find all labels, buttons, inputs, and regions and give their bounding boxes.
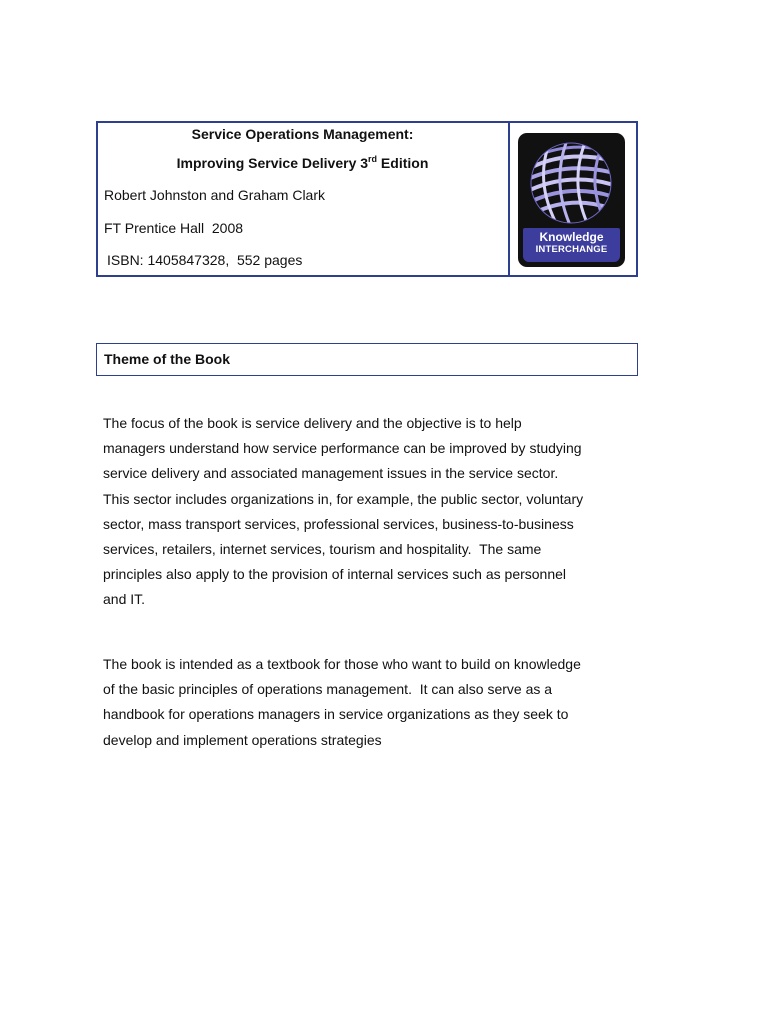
globe-icon — [526, 139, 617, 227]
paragraph-line: This sector includes organizations in, for example, the public sector, voluntary — [103, 490, 584, 507]
paragraph-line: handbook for operations managers in service organizations as they seek to — [103, 706, 569, 723]
theme-heading: Theme of the Book — [104, 351, 231, 367]
paragraph-line: principles also apply to the provision of internal services such as personnel — [103, 566, 567, 583]
paragraph-line: sector, mass transport services, professional services, business-to-business — [103, 515, 574, 532]
paragraph-line: of the basic principles of operations management. It can also serve as a — [103, 681, 553, 698]
paragraph-line: managers understand how service performance can be improved by studying — [103, 440, 582, 457]
paragraph-intended-audience — [103, 652, 643, 753]
book-subtitle-end: Edition — [377, 155, 429, 171]
book-publisher: FT Prentice Hall 2008 — [104, 220, 244, 236]
logo-word-knowledge: Knowledge — [539, 230, 604, 244]
paragraph-focus — [103, 411, 643, 613]
book-authors: Robert Johnston and Graham Clark — [104, 187, 325, 203]
paragraph-line: The focus of the book is service delivery and the objective is to help — [103, 415, 522, 431]
book-isbn: ISBN: 1405847328, 552 pages — [107, 252, 303, 268]
paragraph-line: services, retailers, internet services, tourism and hospitality. The same — [103, 541, 542, 558]
edition-superscript: rd — [368, 154, 378, 164]
paragraph-line: develop and implement operations strategies — [103, 731, 382, 748]
book-subtitle-main: Improving Service Delivery 3 — [176, 155, 369, 171]
book-info-cell — [97, 122, 510, 276]
paragraph-line: service delivery and associated management issues in the service sector. — [103, 465, 559, 482]
book-info-table — [96, 121, 638, 277]
knowledge-interchange-logo — [518, 133, 625, 267]
book-subtitle — [97, 155, 508, 170]
paragraph-line: and IT. — [103, 591, 146, 608]
theme-heading-box — [96, 343, 638, 376]
logo-cell — [510, 122, 637, 276]
paragraph-line: The book is intended as a textbook for those who want to build on knowledge — [103, 656, 581, 672]
book-title: Service Operations Management: — [191, 126, 414, 142]
logo-band — [523, 228, 620, 262]
logo-word-interchange: INTERCHANGE — [535, 244, 608, 255]
